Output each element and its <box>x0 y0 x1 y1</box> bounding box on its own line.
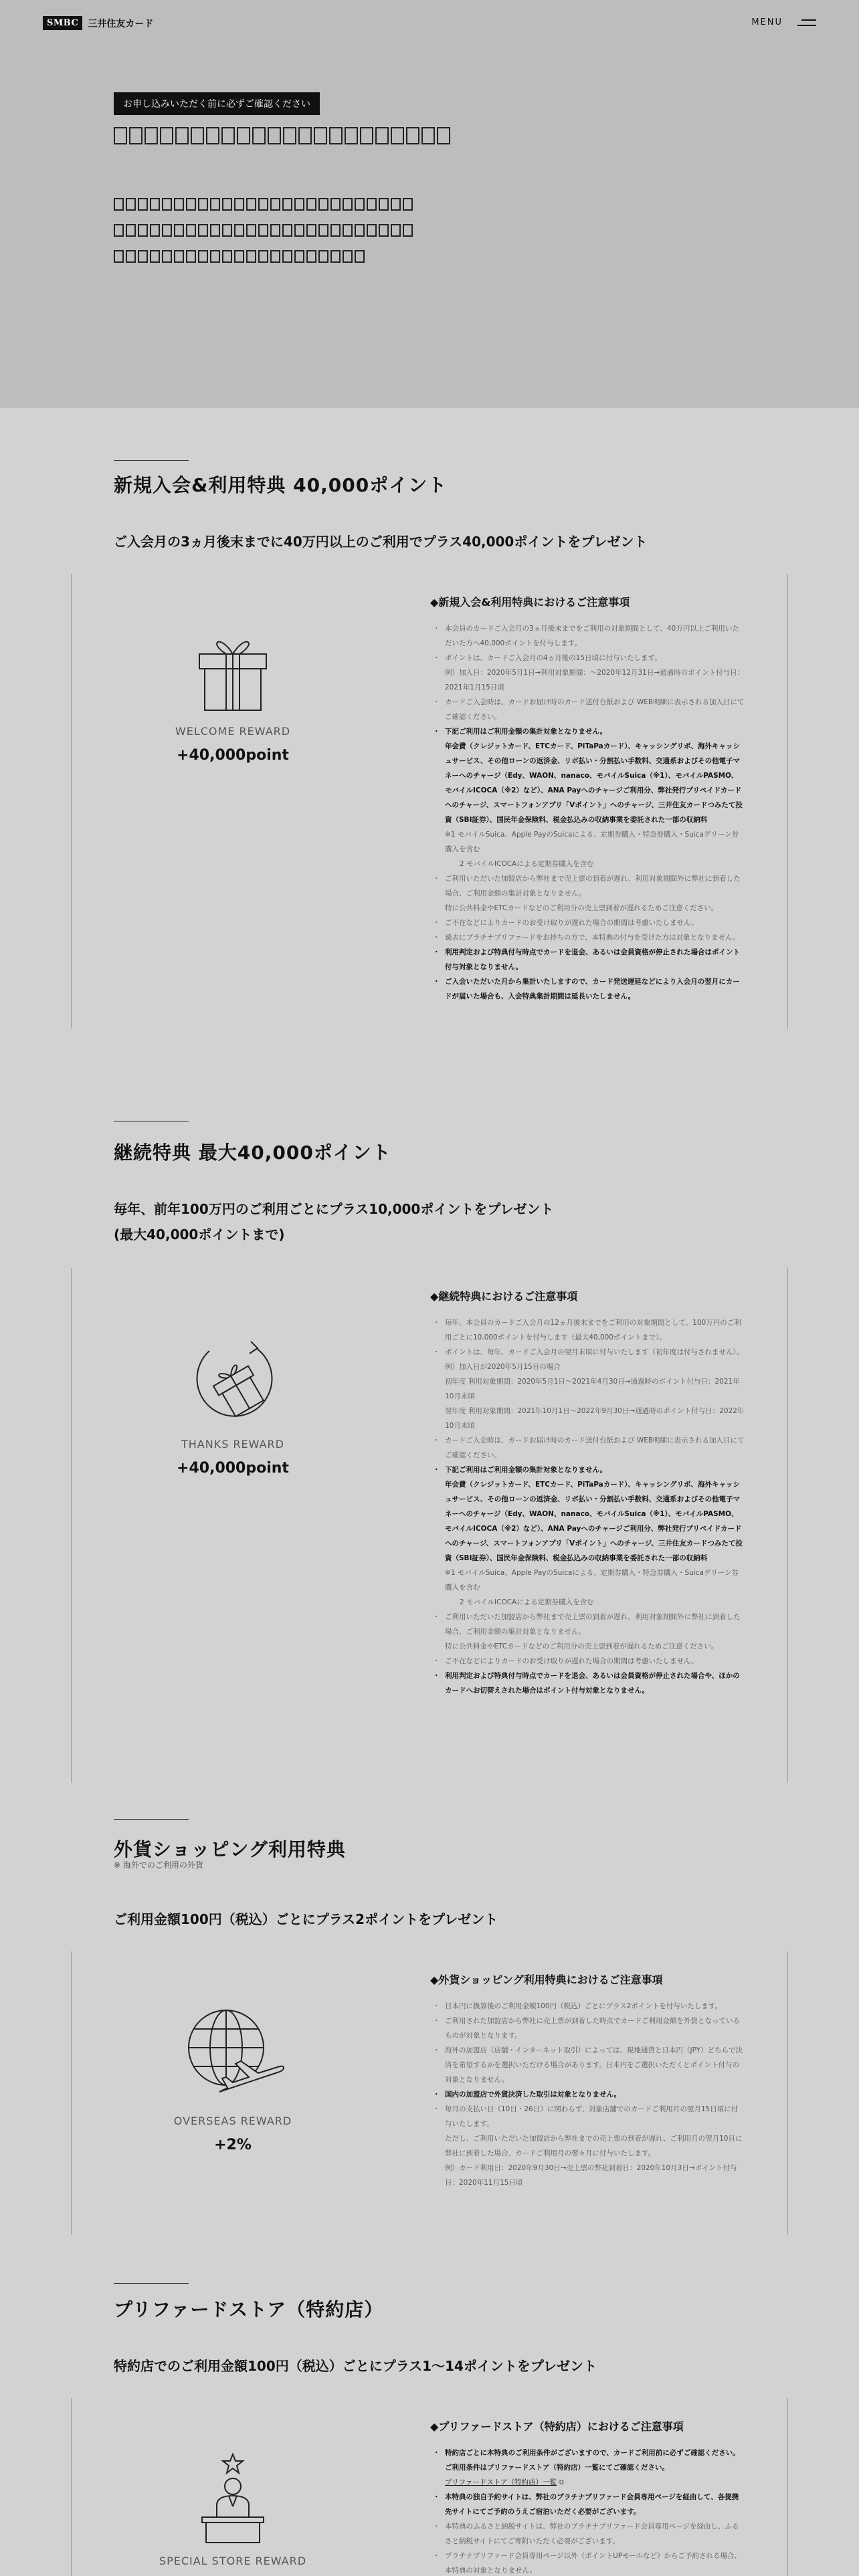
store-clerk-icon <box>193 2452 273 2545</box>
section-lead-continuation-note: (最大40,000ポイントまで) <box>114 1226 285 1243</box>
section-subtitle-fx: ※ 海外でのご利用の外貨 <box>114 1860 203 1870</box>
note-item: ・ 本特典の独自予約サイトは、弊社のプラチナプリファード会員専用ページを経由して、各提携先サイトにてご予約のうえご宿泊いただく必要がございます。 <box>430 2490 745 2519</box>
note-item: ※1 モバイルSuica、Apple PayのSuicaによる、定期券購入・特急券購入・Suicaグリーン券購入を含む <box>445 831 739 853</box>
notes-continuation <box>430 1288 745 1698</box>
note-item: 特に公共料金やETCカードなどのご利用分の売上票到着が遅れるためご注意ください。 <box>445 1642 719 1650</box>
benefit-card-store <box>71 2398 788 2576</box>
note-item: 例）加入日：2020年5月1日→利用対象期間：〜2020年12月31日→通過時のポイント付与日：2021年1月15日頃 <box>445 669 745 691</box>
reward-label: SPECIAL STORE REWARD <box>159 2555 307 2567</box>
hero-body-placeholder <box>114 198 413 276</box>
note-item: ・ 下記ご利用はご利用金額の集計対象となりません。 <box>430 1463 745 1477</box>
note-item: ・ カードご入会時は、カードお届け時のカード送付台紙および WEB明細に表示される加入日にてご確認ください。 <box>430 1433 745 1463</box>
note-item: 例）カード利用日：2020年9月30日→売上票の弊社到着日：2020年10月3日→ポイント付与日：2020年11月15日頃 <box>445 2164 737 2187</box>
notice-badge: お申し込みいただく前に必ずご確認ください <box>114 92 320 115</box>
hero-title-placeholder <box>114 127 450 144</box>
top-bar <box>0 0 859 48</box>
note-item: 年会費（クレジットカード、ETCカード、PiTaPaカード）、キャッシングリボ、海外キャッシュサービス、その他ローンの返済金、リボ払い・分割払い手数料、交通系およびその他電子マネーへのチャージ（Edy、WAON、nanaco、モバイルSuica（※1）、モバイルPASMO、モバイルICOCA（※2）など）、ANA Payへのチャージご利用分、弊社発行プリペイドカードへのチャージ、スマートフォンアプリ「Vポイント」へのチャージ、三井住友カードつみたて投資（SBI証券）、国民年金保険料、税金払込みの収納事業を委託された一部の収納料 <box>445 742 743 824</box>
note-item: ・ ポイントは、カードご入会月の4ヵ月後の15日頃に付与いたします。 <box>430 651 745 665</box>
note-item: ・ 海外の加盟店（店舗・インターネット取引）によっては、現地通貨と日本円（JPY）どちらで決済を希望するかを選択いただける場合があります。日本円をご選択いただくとポイント付与の対象となりません。 <box>430 2043 745 2087</box>
notes-heading: ◆新規入会&利用特典におけるご注意事項 <box>430 596 630 609</box>
site-logo[interactable] <box>43 16 153 30</box>
menu-button[interactable] <box>751 17 816 27</box>
gift-refresh-icon <box>183 1328 283 1428</box>
section-lead-store: 特約店でのご利用金額100円（税込）ごとにプラス1〜14ポイントをプレゼント <box>114 2358 597 2374</box>
benefit-card-new <box>71 574 788 1029</box>
note-item: ・ 毎年、本会員のカードご入会月の12ヵ月後末までをご利用の対象期間として、100万円のご利用ごとに10,000ポイントを付与します（最大40,000ポイントまで）。 <box>430 1315 745 1345</box>
note-item: ・ カードご入会時は、カードお届け時のカード送付台紙および WEB明細に表示される加入日にてご確認ください。 <box>430 695 745 724</box>
note-item: ・ 毎月の支払い日（10日・26日）に関わらず、対象店舗でのカードご利用月の翌月15日頃に付与いたします。 <box>430 2102 745 2131</box>
reward-label: WELCOME REWARD <box>175 725 291 738</box>
section-title-new: 新規入会&利用特典 40,000ポイント <box>114 474 448 496</box>
note-item: ・ ご利用いただいた加盟店から弊社まで売上票の到着が遅れ、利用対象期間外に弊社に到着した場合、ご利用金額の集計対象となりません。 <box>430 1610 745 1639</box>
reward-block <box>72 2005 394 2153</box>
note-item: ・ ポイントは、毎年、カードご入会月の翌月末頃に付与いたします（初年度は付与されません）。 <box>430 1345 745 1360</box>
section-divider <box>114 2283 189 2284</box>
section-title-store: プリファードストア（特約店） <box>114 2298 384 2321</box>
note-item: ・ 国内の加盟店で外貨決済した取引は対象となりません。 <box>430 2087 745 2102</box>
note-item: ・ ご不在などによりカードのお受け取りが遅れた場合の期間は考慮いたしません。 <box>430 916 745 930</box>
section-divider <box>114 460 189 461</box>
notes-store <box>430 2418 745 2576</box>
note-item: ・ 日本円に換算後のご利用金額100円（税込）ごとにプラス2ポイントを付与いたします。 <box>430 1999 745 2014</box>
note-item: ・ ご不在などによりカードのお受け取りが遅れた場合の期間は考慮いたしません。 <box>430 1654 745 1669</box>
notes-heading: ◆外貨ショッピング利用特典におけるご注意事項 <box>430 1973 663 1986</box>
hamburger-icon <box>797 18 816 27</box>
logo-name: 三井住友カード <box>88 18 154 29</box>
note-item: ただし、ご利用いただいた加盟店から弊社までの売上票の到着が遅れ、ご利用月の翌月10日に弊社に到着した場合、カードご利用月の翌々月に付与いたします。 <box>445 2135 743 2157</box>
note-item: ・ 特約店ごとに本特典のご利用条件がございますので、カードご利用前に必ずご確認ください。ご利用条件はプリファードストア（特約店）一覧にてご確認ください。 <box>430 2446 745 2475</box>
notes-fx <box>430 1971 745 2190</box>
note-item: ・ プラチナプリファード会員専用ページ以外（ポイントUPモールなど）からご予約される場合、本特典の対象となりません。 <box>430 2549 745 2576</box>
note-item: 2 モバイルICOCAによる定期券購入を含む <box>460 860 594 868</box>
note-item: 2 モバイルICOCAによる定期券購入を含む <box>460 1598 594 1606</box>
note-item: 初年度 利用対象期間：2020年5月1日〜2021年4月30日→通過時のポイント付与日：2021年10月末頃 <box>445 1378 740 1400</box>
note-item: 翌年度 利用対象期間：2021年10月1日〜2022年9月30日→通過時のポイント付与日：2022年10月末頃 <box>445 1407 745 1430</box>
store-list-link[interactable]: プリファードストア（特約店）一覧 <box>445 2478 557 2486</box>
reward-value: +40,000point <box>177 1460 289 1477</box>
note-item: 特に公共料金やETCカードなどのご利用分の売上票到着が遅れるためご注意ください。 <box>445 904 719 912</box>
section-lead-fx: ご利用金額100円（税込）ごとにプラス2ポイントをプレゼント <box>114 1911 498 1927</box>
section-lead-continuation: 毎年、前年100万円のご利用ごとにプラス10,000ポイントをプレゼント <box>114 1201 554 1217</box>
note-item: ・ 本特典のふるさと納税サイトは、弊社のプラチナプリファード会員専用ページを経由し、ふるさと納税サイトにてご寄附いただく必要がございます。 <box>430 2519 745 2549</box>
note-item: ・ ご利用された加盟店から弊社に売上票が到着した時点でカードご利用金額を外貨となっているものが対象となります。 <box>430 2014 745 2043</box>
gift-box-icon <box>189 627 277 716</box>
section-title-continuation: 継続特典 最大40,000ポイント <box>114 1142 391 1164</box>
reward-label: OVERSEAS REWARD <box>173 2115 292 2127</box>
note-item: 年会費（クレジットカード、ETCカード、PiTaPaカード）、キャッシングリボ、海外キャッシュサービス、その他ローンの返済金、リボ払い・分割払い手数料、交通系およびその他電子マネーへのチャージ（Edy、WAON、nanaco、モバイルSuica（※1）、モバイルPASMO、モバイルICOCA（※2）など）、ANA Payへのチャージご利用分、弊社発行プリペイドカードへのチャージ、スマートフォンアプリ「Vポイント」へのチャージ、三井住友カードつみたて投資（SBI証券）、国民年金保険料、税金払込みの収納事業を委託された一部の収納料 <box>445 1481 743 1562</box>
benefit-card-fx <box>71 1951 788 2235</box>
menu-label: MENU <box>751 17 783 27</box>
reward-label: THANKS REWARD <box>181 1438 284 1451</box>
note-item: ・ ご入会いただいた月から集計いたしますので、カード発送遅延などにより入会月の翌月にカードが届いた場合も、入会特典集計期間は延長いたしません。 <box>430 974 745 1004</box>
notes-heading: ◆プリファードストア（特約店）におけるご注意事項 <box>430 2420 684 2433</box>
note-item: ・ 過去にプラチナプリファードをお持ちの方で、本特典の付与を受けた方は対象となりません。 <box>430 930 745 945</box>
notes-new <box>430 594 745 1004</box>
section-divider <box>114 1819 189 1820</box>
section-lead-new: ご入会月の3ヵ月後末までに40万円以上のご利用でプラス40,000ポイントをプレゼント <box>114 534 648 550</box>
benefit-card-continuation <box>71 1268 788 1783</box>
note-item: ※1 モバイルSuica、Apple PayのSuicaによる、定期券購入・特急券購入・Suicaグリーン券購入を含む <box>445 1569 739 1592</box>
globe-airplane-icon <box>179 2005 286 2105</box>
section-title-fx: 外貨ショッピング利用特典 <box>114 1838 346 1860</box>
reward-value: +40,000point <box>177 747 289 764</box>
reward-value: +2% <box>214 2137 252 2153</box>
note-item-link-row <box>430 2475 745 2490</box>
note-item: ・ 下記ご利用はご利用金額の集計対象となりません。 <box>430 724 745 739</box>
external-link-icon: ⧉ <box>559 2478 564 2486</box>
reward-block <box>72 627 394 764</box>
note-item: ・ 利用判定および特典付与時点でカードを退会、あるいは会員資格が停止された場合はポイント付与対象となりません。 <box>430 945 745 974</box>
notes-heading: ◆継続特典におけるご注意事項 <box>430 1290 578 1303</box>
note-item: ・ 利用判定および特典付与時点でカードを退会、あるいは会員資格が停止された場合や、ほかのカードへお切替えされた場合はポイント付与対象となりません。 <box>430 1669 745 1698</box>
smbc-logo-mark: SMBC <box>43 16 82 30</box>
note-item: ・ 本会員のカードご入会月の3ヵ月後末までをご利用の対象期間として、40万円以上ご利用いただいた方へ40,000ポイントを付与します。 <box>430 621 745 651</box>
reward-block <box>72 2452 394 2567</box>
note-item: 例）加入日が2020年5月15日の場合 <box>445 1363 561 1371</box>
note-item: ・ ご利用いただいた加盟店から弊社まで売上票の到着が遅れ、利用対象期間外に弊社に到着した場合、ご利用金額の集計対象となりません。 <box>430 871 745 901</box>
reward-block <box>72 1328 394 1477</box>
hero <box>0 0 859 408</box>
